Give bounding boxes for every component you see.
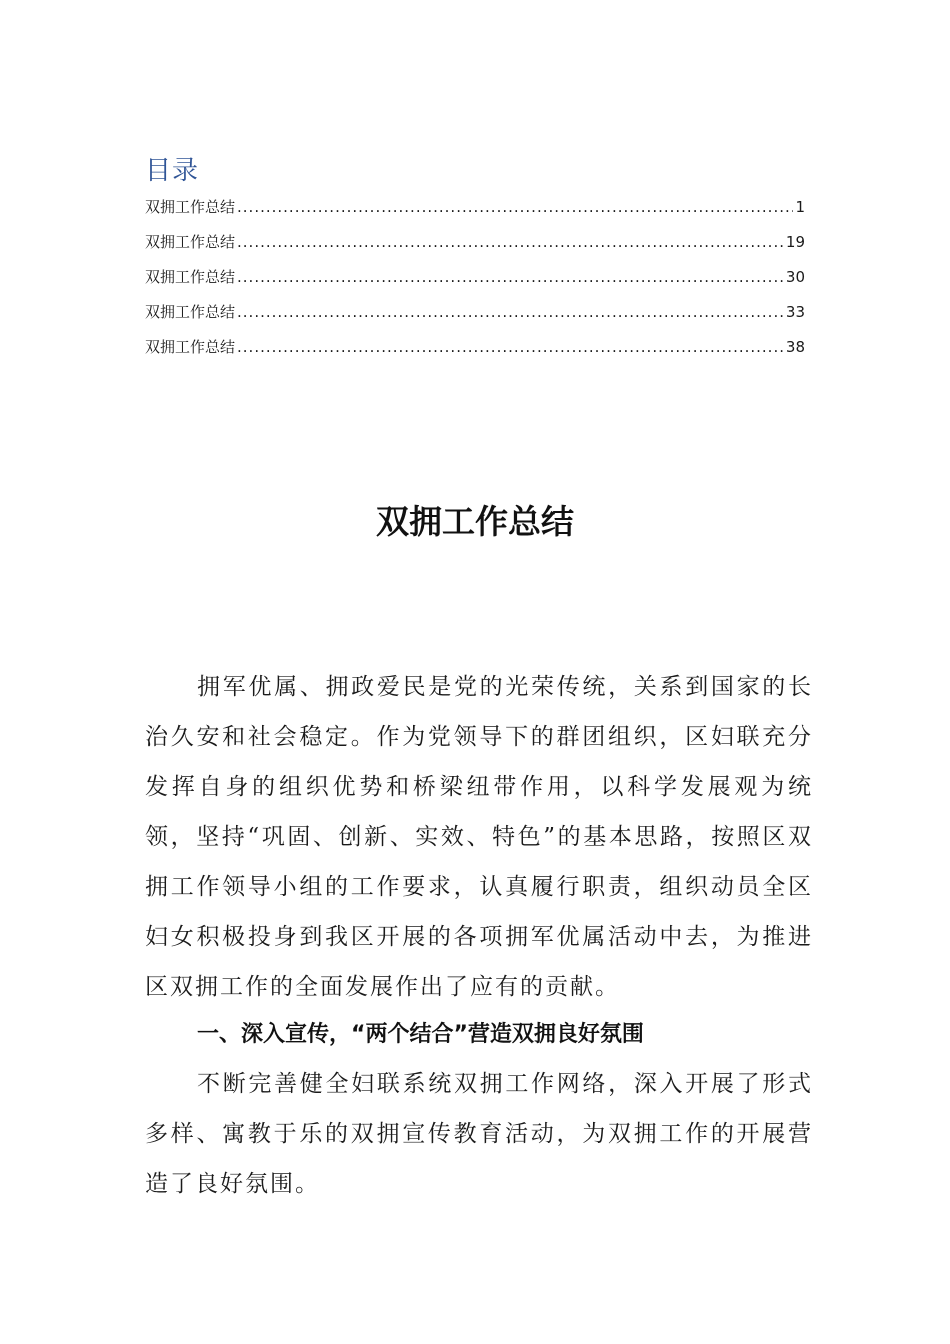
toc-leader-dots [237,338,784,356]
toc-entry[interactable] [145,266,805,301]
toc-entry-title: 双拥工作总结 [145,338,236,356]
toc-entry[interactable] [145,336,805,371]
toc-heading: 目录 [145,156,200,186]
table-of-contents [145,196,805,371]
toc-leader-dots [237,303,784,321]
toc-leader-dots [237,268,784,286]
section-heading: 一、深入宣传，“两个结合”营造双拥良好氛围 [197,1022,644,1047]
toc-entry-title: 双拥工作总结 [145,233,236,251]
toc-entry-title: 双拥工作总结 [145,303,236,321]
body-paragraph: 拥军优属、拥政爱民是党的光荣传统，关系到国家的长治久安和社会稳定。作为党领导下的群团组织，区妇联充分发挥自身的组织优势和桥梁纽带作用，以科学发展观为统领，坚持“巩固、创新、实效、特色”的基本思路，按照区双拥工作领导小组的工作要求，认真履行职责，组织动员全区妇女积极投身到我区开展的各项拥军优属活动中去，为推进区双拥工作的全面发展作出了应有的贡献。 [145,674,813,1000]
toc-entry-page: 19 [785,233,805,251]
toc-entry-title: 双拥工作总结 [145,268,236,286]
toc-entry-page: 30 [785,268,805,286]
toc-leader-dots [237,233,784,251]
toc-leader-dots [237,198,793,216]
toc-entry[interactable] [145,231,805,266]
body-paragraph: 不断完善健全妇联系统双拥工作网络，深入开展了形式多样、寓教于乐的双拥宣传教育活动，为双拥工作的开展营造了良好氛围。 [145,1071,813,1197]
toc-entry-page: 38 [785,338,805,356]
toc-entry-page: 1 [795,198,805,216]
toc-entry-title: 双拥工作总结 [145,198,236,216]
document-title: 双拥工作总结 [376,502,574,542]
toc-entry[interactable] [145,196,805,231]
toc-entry[interactable] [145,301,805,336]
toc-entry-page: 33 [785,303,805,321]
